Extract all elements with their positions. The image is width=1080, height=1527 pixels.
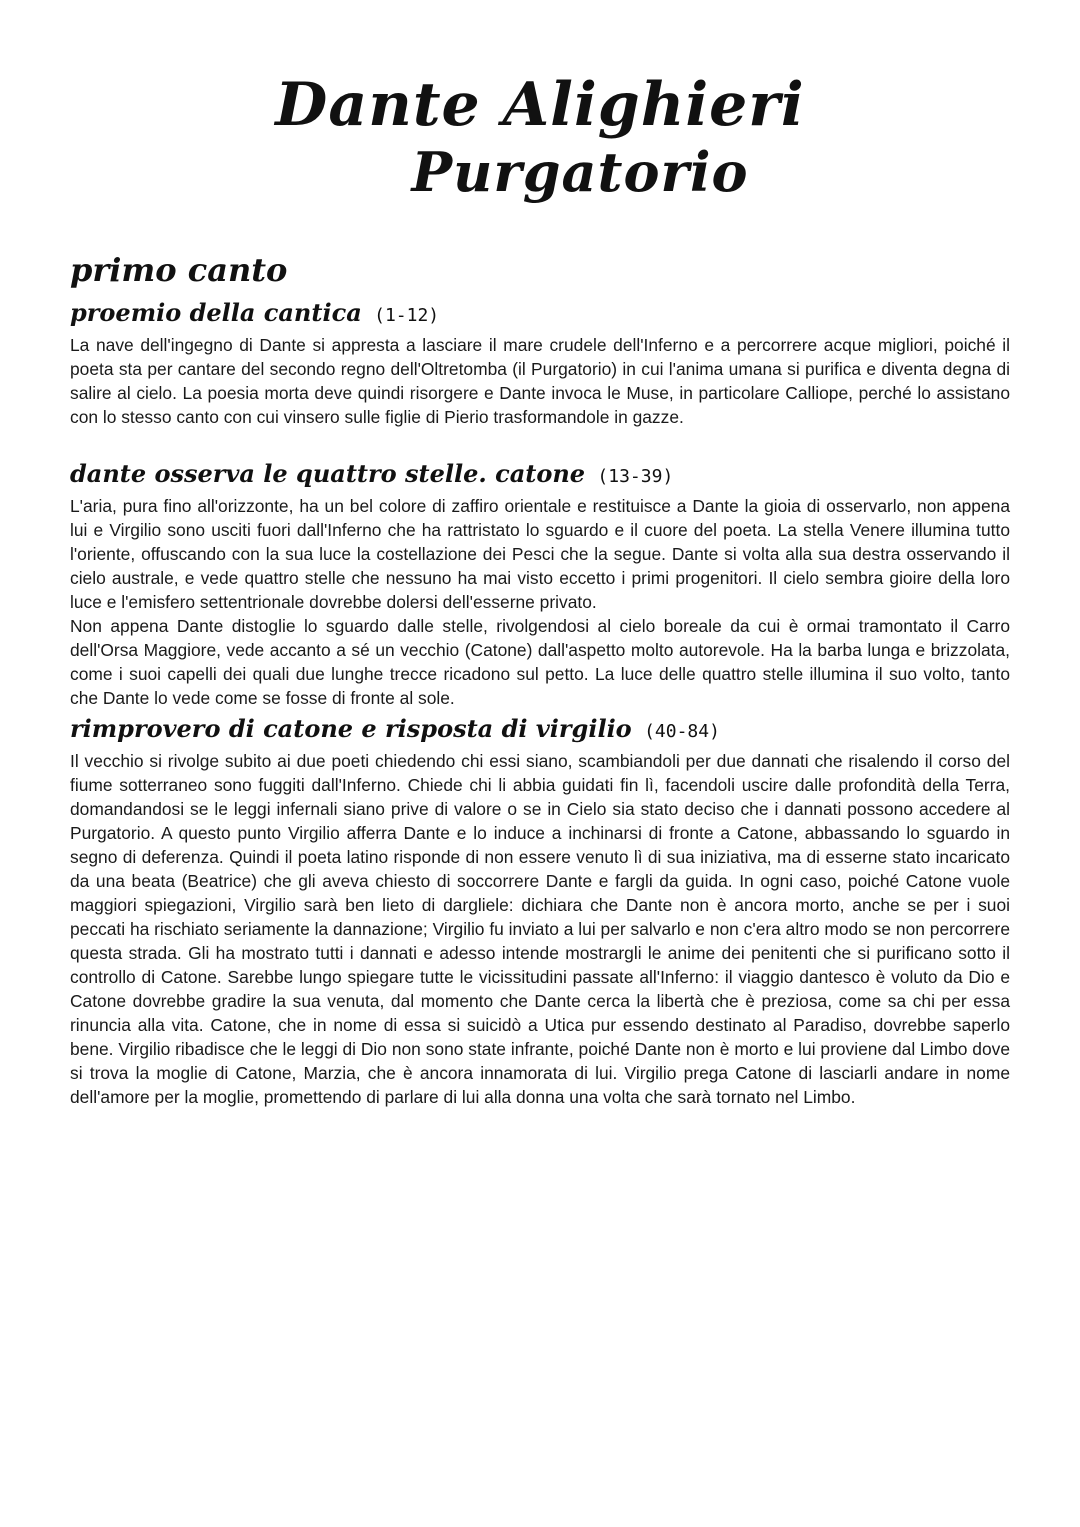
document-subtitle: Purgatorio [411,140,749,204]
verse-range: (40-84) [644,721,720,742]
section-title: proemio della cantica [70,298,362,327]
section-rimprovero [70,712,1010,1109]
document-content [70,250,1010,1109]
section-heading [70,296,1010,333]
section-heading [70,712,1010,749]
canto-heading: primo canto [70,251,288,289]
document-title: Dante Alighieri [275,70,805,140]
paragraph: Il vecchio si rivolge subito ai due poeti chiedendo chi essi siano, scambiandoli per due dannati che risalendo il corso del fiume sotterraneo sono fuggiti dall'Inferno. Chiede chi li abbia guidati fin lì, facendoli uscire dalle profondità della Terra, domandandosi se le leggi infernali siano prive di valore o se in Cielo sia stato deciso che i dannati possono accedere al Purgatorio. A questo punto Virgilio afferra Dante e lo induce a inchinarsi di fronte a Catone, abbassando lo sguardo in segno di deferenza. Quindi il poeta latino risponde di non essere venuto lì di sua iniziativa, ma di esserne stato incaricato da una beata (Beatrice) che gli aveva chiesto di soccorrere Dante e fargli da guida. In ogni caso, poiché Catone vuole maggiori spiegazioni, Virgilio sarà ben lieto di dargliele: dichiara che Dante non è ancora morto, anche se per i suoi peccati ha rischiato seriamente la dannazione; Virgilio fu inviato a lui per salvarlo e non c'era altro modo se non percorrere questa strada. Gli ha mostrato tutti i dannati e adesso intende mostrargli le anime dei penitenti che si purificano sotto il controllo di Catone. Sarebbe lungo spiegare tutte le vicissitudini passate all'Inferno: il viaggio dantesco è voluto da Dio e Catone dovrebbe gradire la sua venuta, dal momento che Dante cerca la libertà che è preziosa, come sa chi per essa rinuncia alla vita. Catone, che in nome di essa si suicidò a Utica pur essendo destinato al Paradiso, dovrebbe saperlo bene. Virgilio ribadisce che le leggi di Dio non sono state infrante, poiché Dante non è morto e lui proviene dal Limbo dove si trova la moglie di Catone, Marzia, che è ancora innamorata di lui. Virgilio prega Catone di lasciarli andare in nome dell'amore per la moglie, promettendo di parlare di lui alla donna una volta che sarà tornato nel Limbo. [70,751,1010,1107]
section-heading [70,457,1010,494]
paragraph: Non appena Dante distoglie lo sguardo dalle stelle, rivolgendosi al cielo boreale da cui è ormai tramontato il Carro dell'Orsa Maggiore, vede accanto a sé un vecchio (Catone) dall'aspetto molto autorevole. Ha la barba lunga e brizzolata, come i suoi capelli dei quali due lunghe trecce ricadono sul petto. La luce delle quattro stelle illumina il suo volto, tanto che Dante lo vede come se fosse di fronte al sole. [70,616,1010,708]
title-block [0,70,1080,204]
section-proemio [70,296,1010,429]
section-quattro-stelle [70,457,1010,710]
paragraph: L'aria, pura fino all'orizzonte, ha un bel colore di zaffiro orientale e restituisce a Dante la gioia di osservarlo, non appena lui e Virgilio sono usciti fuori dall'Inferno che ha rattristato lo sguardo e il cuore del poeta. La stella Venere illumina tutto l'oriente, offuscando con la sua luce la costellazione dei Pesci che la segue. Dante si volta alla sua destra osservando il cielo australe, e vede quattro stelle che nessuno ha mai visto eccetto i primi progenitori. Il cielo sembra gioire della loro luce e l'emisfero settentrionale dovrebbe dolersi dell'esserne privato. [70,496,1010,612]
paragraph: La nave dell'ingegno di Dante si appresta a lasciare il mare crudele dell'Inferno e a percorrere acque migliori, poiché il poeta sta per cantare del secondo regno dell'Oltretomba (il Purgatorio) in cui l'anima umana si purifica e diventa degna di salire al cielo. La poesia morta deve quindi risorgere e Dante invoca le Muse, in particolare Calliope, perché lo assistano con lo stesso canto con cui vinsero sulle figlie di Pierio trasformandole in gazze. [70,335,1010,427]
verse-range: (13-39) [597,466,674,487]
section-title: rimprovero di catone e risposta di virgilio [70,714,632,743]
verse-range: (1-12) [374,305,440,326]
section-title: dante osserva le quattro stelle. catone [70,459,586,488]
